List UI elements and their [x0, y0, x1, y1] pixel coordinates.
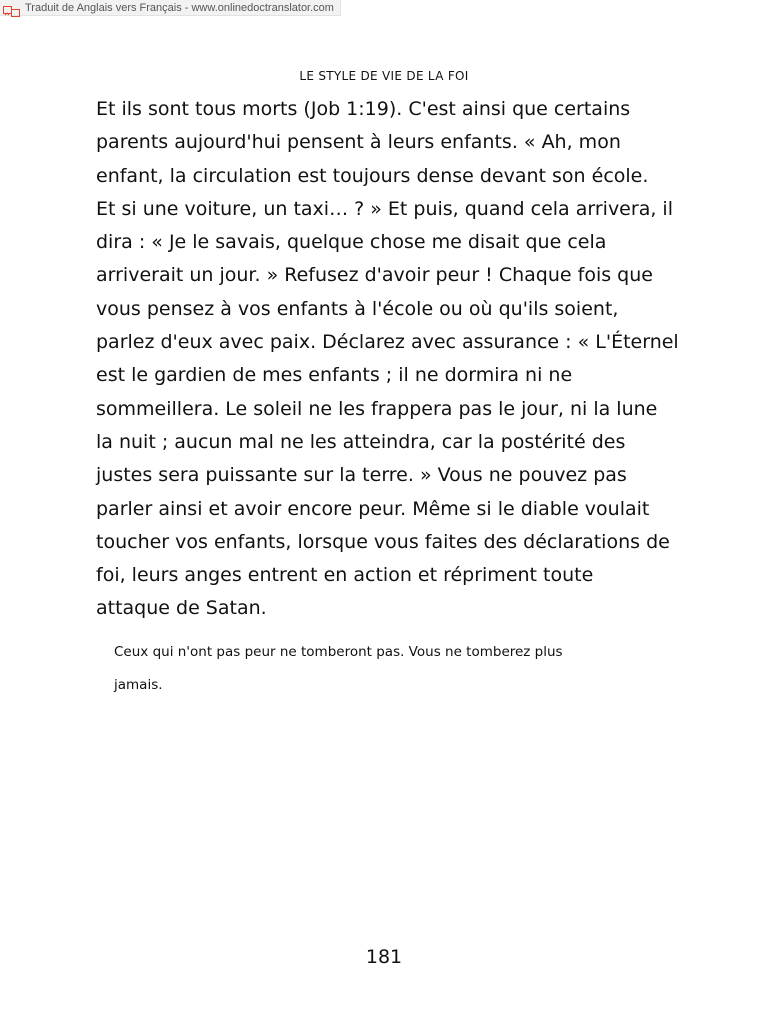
page-number: 181: [365, 946, 403, 968]
translator-logo-icon: [3, 2, 21, 13]
body-line: attaque de Satan.: [96, 597, 267, 620]
translator-banner[interactable]: [0, 0, 341, 16]
body-line: dira : « Je le savais, quelque chose me disait que cela: [96, 231, 607, 254]
body-line: parents aujourd'hui pensent à leurs enfants. « Ah, mon: [96, 131, 621, 154]
translator-banner-text[interactable]: Traduit de Anglais vers Français - www.onlinedoctranslator.com: [25, 1, 334, 14]
quote-line: jamais.: [114, 677, 163, 693]
body-line: foi, leurs anges entrent en action et répriment toute: [96, 564, 594, 587]
body-line: justes sera puissante sur la terre. » Vous ne pouvez pas: [96, 464, 627, 487]
body-line: parlez d'eux avec paix. Déclarez avec assurance : « L'Éternel: [96, 331, 679, 354]
body-line: sommeillera. Le soleil ne les frappera pas le jour, ni la lune: [96, 397, 658, 420]
body-line: la nuit ; aucun mal ne les atteindra, car la postérité des: [96, 430, 626, 453]
body-line: est le gardien de mes enfants ; il ne dormira ni ne: [96, 364, 573, 387]
pull-quote: [114, 636, 674, 702]
quote-line: Ceux qui n'ont pas peur ne tomberont pas. Vous ne tomberez plus: [114, 644, 563, 660]
body-line: toucher vos enfants, lorsque vous faites des déclarations de: [96, 530, 670, 553]
body-paragraph: [96, 93, 686, 626]
body-line: parler ainsi et avoir encore peur. Même si le diable voulait: [96, 497, 650, 520]
body-line: Et si une voiture, un taxi… ? » Et puis, quand cela arrivera, il: [96, 197, 673, 220]
body-line: enfant, la circulation est toujours dense devant son école.: [96, 164, 649, 187]
running-header: LE STYLE DE VIE DE LA FOI: [299, 69, 469, 83]
body-line: arriverait un jour. » Refusez d'avoir peur ! Chaque fois que: [96, 264, 653, 287]
body-line: Et ils sont tous morts (Job 1:19). C'est ainsi que certains: [96, 98, 631, 120]
body-line: vous pensez à vos enfants à l'école ou où qu'ils soient,: [96, 297, 619, 320]
